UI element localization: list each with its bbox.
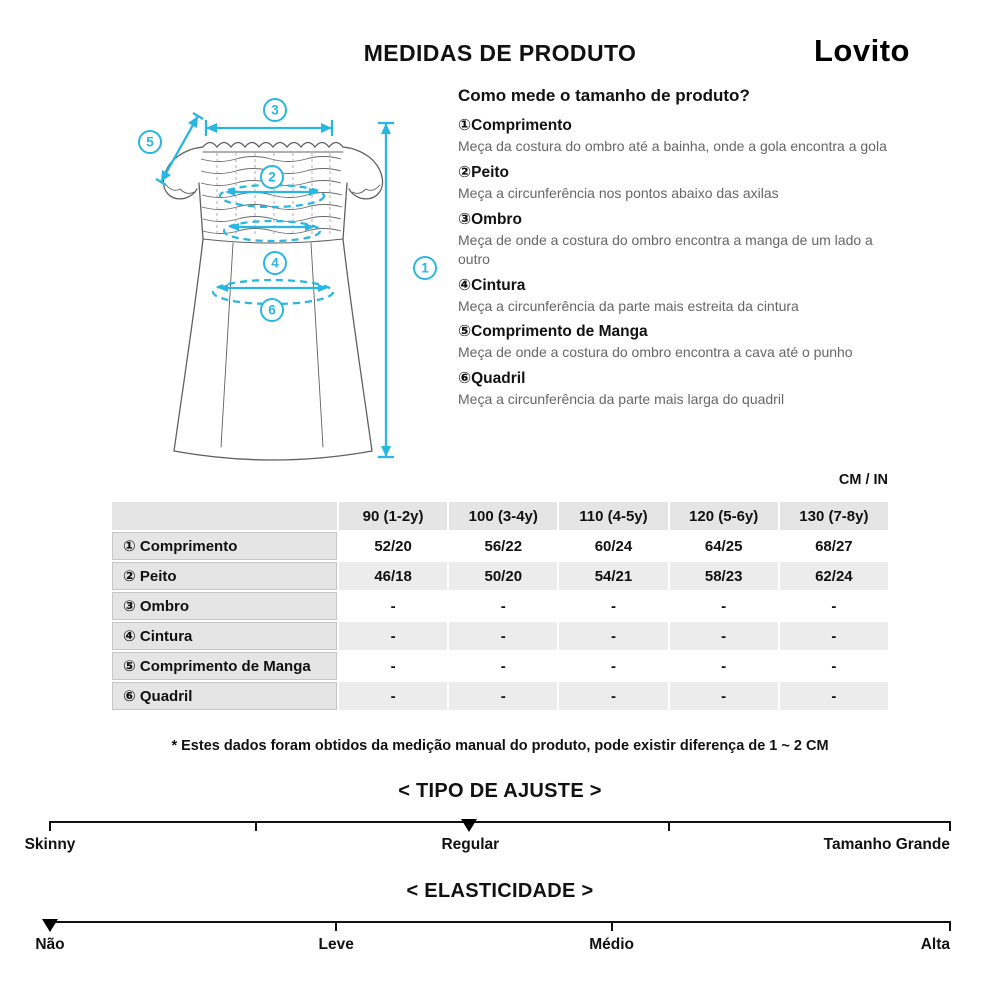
elasticity-label-leve: Leve (318, 936, 354, 953)
measurement-value: - (559, 682, 667, 710)
guide-item-comprimento (458, 116, 890, 156)
callout-2: 2 (268, 169, 276, 185)
guide-item-label: ③Ombro (458, 210, 522, 228)
size-column-header: 120 (5-6y) (670, 502, 778, 530)
guide-item-label: ②Peito (458, 163, 510, 181)
measurement-value: - (339, 682, 447, 710)
row-label: ① Comprimento (112, 532, 337, 560)
fit-type-marker (461, 819, 477, 832)
measurement-value: - (670, 652, 778, 680)
scale-tick (255, 821, 257, 831)
page-title: MEDIDAS DE PRODUTO (363, 40, 637, 66)
table-row (112, 562, 888, 590)
fit-type-title: < TIPO DE AJUSTE > (398, 780, 602, 802)
measurement-disclaimer: * Estes dados foram obtidos da medição manual do produto, pode existir diferença de 1 ~ 2 CM (171, 738, 829, 754)
guide-item-comprimento-manga (458, 322, 890, 362)
measurement-value: 64/25 (670, 532, 778, 560)
fit-type-scale (50, 821, 950, 823)
elasticity-label-alta: Alta (920, 936, 950, 953)
measurement-value: - (559, 652, 667, 680)
guide-heading: Como mede o tamanho de produto? (458, 86, 750, 105)
dress-measurement-diagram (115, 85, 445, 480)
measurement-guide (458, 86, 890, 409)
guide-item-label: ⑥Quadril (458, 370, 526, 388)
measurement-value: - (449, 682, 557, 710)
row-label: ③ Ombro (112, 592, 337, 620)
table-row (112, 592, 888, 620)
scale-tick (949, 921, 951, 931)
callout-4: 4 (271, 255, 279, 271)
scale-tick (49, 821, 51, 831)
callout-5: 5 (146, 134, 154, 150)
measurement-value: 68/27 (780, 532, 888, 560)
fit-label-tamanho-grande: Tamanho Grande (823, 836, 950, 853)
table-row (112, 532, 888, 560)
scale-tick (335, 921, 337, 931)
elasticity-scale (50, 921, 950, 923)
elasticity-title: < ELASTICIDADE > (406, 880, 594, 902)
measurement-value: - (339, 592, 447, 620)
measurement-value: - (339, 652, 447, 680)
measurement-value: - (339, 622, 447, 650)
measurement-value: - (780, 592, 888, 620)
fit-label-skinny: Skinny (24, 836, 76, 853)
measurement-value: 46/18 (339, 562, 447, 590)
measurement-value: - (559, 622, 667, 650)
measurement-value: - (449, 622, 557, 650)
measurement-value: - (559, 592, 667, 620)
elasticity-section (0, 880, 1000, 960)
size-column-header: 100 (3-4y) (449, 502, 557, 530)
measurement-value: 58/23 (670, 562, 778, 590)
measurement-value: - (670, 592, 778, 620)
measurement-value: 52/20 (339, 532, 447, 560)
measurement-value: 56/22 (449, 532, 557, 560)
guide-item-quadril (458, 369, 890, 409)
measurement-value: - (449, 652, 557, 680)
elasticity-label-nao: Não (35, 936, 65, 953)
measurement-value: - (780, 682, 888, 710)
guide-item-label: ⑤Comprimento de Manga (458, 323, 648, 341)
guide-item-cintura (458, 276, 890, 316)
callout-6: 6 (268, 302, 276, 318)
callout-3: 3 (271, 102, 279, 118)
row-label: ② Peito (112, 562, 337, 590)
guide-item-ombro (458, 210, 890, 269)
measurement-value: 62/24 (780, 562, 888, 590)
size-column-header: 90 (1-2y) (339, 502, 447, 530)
table-row (112, 622, 888, 650)
size-column-header: 110 (4-5y) (559, 502, 667, 530)
table-row (112, 682, 888, 710)
measurement-value: - (670, 682, 778, 710)
measurement-value: 54/21 (559, 562, 667, 590)
measurement-value: 50/20 (449, 562, 557, 590)
fit-label-regular: Regular (441, 836, 500, 853)
scale-tick (949, 821, 951, 831)
size-column-header: 130 (7-8y) (780, 502, 888, 530)
measurement-value: - (670, 622, 778, 650)
scale-tick (668, 821, 670, 831)
elasticity-marker (42, 919, 58, 932)
guide-item-desc: Meça a circunferência nos pontos abaixo das axilas (458, 184, 779, 201)
guide-item-peito (458, 163, 890, 203)
dress-illustration (115, 85, 445, 480)
measurement-value: - (449, 592, 557, 620)
guide-item-desc: Meça a circunferência da parte mais estreita da cintura (458, 297, 799, 314)
scale-tick (611, 921, 613, 931)
table-corner-cell (112, 502, 337, 530)
measurement-value: 60/24 (559, 532, 667, 560)
measurement-value: - (780, 652, 888, 680)
guide-item-desc: Meça da costura do ombro até a bainha, onde a gola encontra a gola (458, 138, 887, 154)
elasticity-labels (35, 936, 950, 960)
table-header-row (112, 502, 888, 530)
guide-item-desc: Meça de onde a costura do ombro encontra a cava até o punho (458, 344, 853, 361)
fit-type-labels (24, 836, 950, 860)
lovito-logo: Lovito (814, 33, 910, 68)
guide-item-desc: Meça a circunferência da parte mais larga do quadril (458, 391, 785, 408)
fit-type-section (0, 780, 1000, 860)
measurement-value: - (780, 622, 888, 650)
row-label: ⑤ Comprimento de Manga (112, 652, 337, 680)
table-row (112, 652, 888, 680)
row-label: ④ Cintura (112, 622, 337, 650)
elasticity-label-medio: Médio (589, 936, 634, 953)
guide-item-label: ①Comprimento (458, 117, 572, 134)
row-label: ⑥ Quadril (112, 682, 337, 710)
unit-label: CM / IN (838, 472, 888, 488)
guide-item-label: ④Cintura (458, 276, 526, 294)
callout-1: 1 (421, 260, 429, 276)
size-table (110, 500, 890, 712)
guide-item-desc: Meça de onde a costura do ombro encontra a manga de um lado a outro (458, 231, 873, 267)
